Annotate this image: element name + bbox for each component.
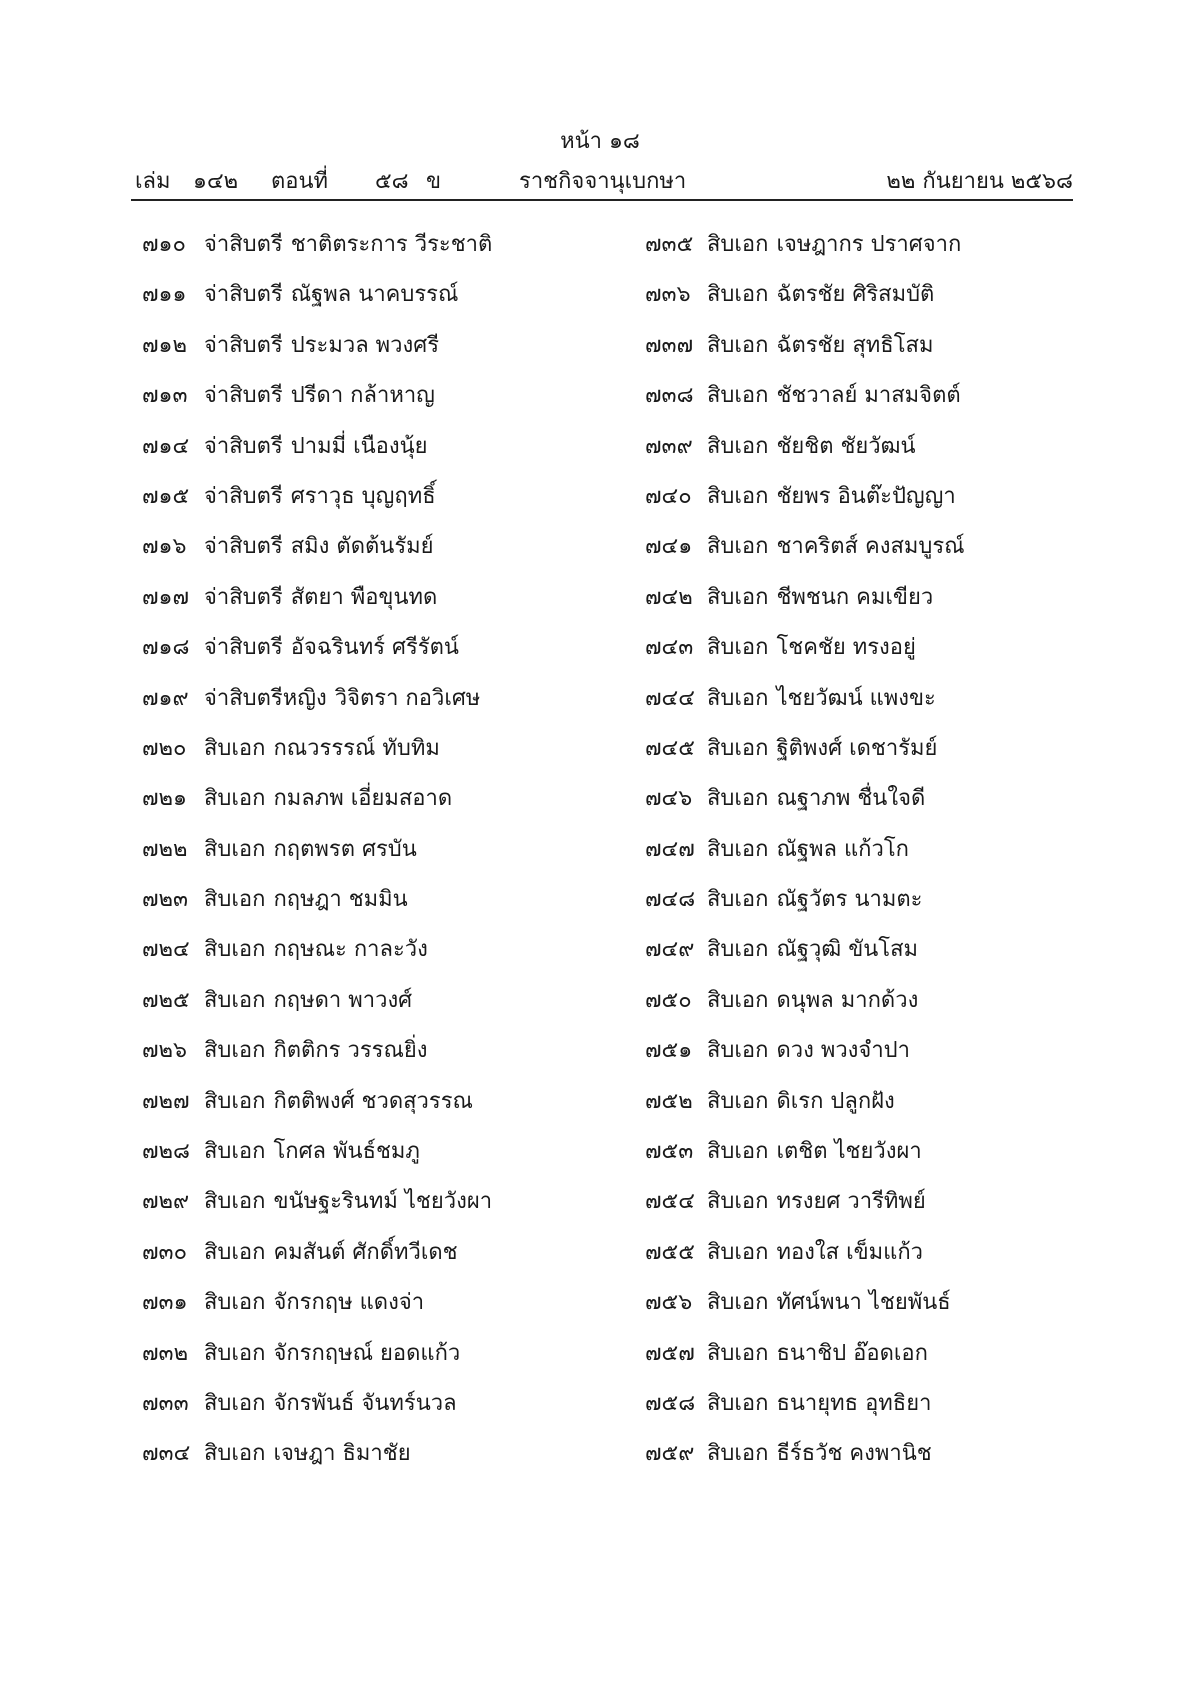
entry-rank: สิบเอก [707, 1239, 769, 1265]
entry-number: ๗๑๙ [142, 685, 189, 711]
entry-name: กฤษณะ กาละวัง [273, 937, 428, 963]
entry-name: ธนายุทธ อุทธิยา [776, 1390, 932, 1416]
entry-name: ชัยพร อินต๊ะปัญญา [776, 483, 956, 509]
issue-label: ตอนที่ [271, 169, 329, 194]
entry-name: ชัยชิต ชัยวัฒน์ [776, 433, 916, 459]
entry-number: ๗๔๐ [645, 483, 692, 509]
entry-number: ๗๔๒ [645, 584, 693, 610]
entry-name: ขนัษฐะรินทม์ ไชยวังผา [273, 1189, 493, 1215]
entry-rank: สิบเอก [204, 1239, 266, 1265]
entry-number: ๗๑๗ [142, 584, 190, 610]
entry-rank: จ่าสิบตรี [204, 282, 283, 308]
entry-number: ๗๒๓ [142, 887, 189, 913]
entry-name: กิตติพงศ์ ชวดสุวรรณ [273, 1088, 473, 1114]
entry-rank: สิบเอก [707, 635, 769, 661]
entry-rank: สิบเอก [707, 433, 769, 459]
entry-rank: สิบเอก [707, 332, 769, 358]
entry-rank: สิบเอก [204, 735, 266, 761]
entry-name: กฤษฎา ชมมิน [273, 887, 408, 913]
entry-name: ศราวุธ บุญฤทธิ์ [290, 483, 436, 509]
entry-name: โชคชัย ทรงอยู่ [776, 635, 916, 661]
entry-name: ชัชวาลย์ มาสมจิตต์ [776, 383, 961, 409]
list-item [645, 1286, 1085, 1336]
list-item [645, 430, 1085, 480]
entry-number: ๗๔๙ [645, 937, 695, 963]
list-item [142, 833, 622, 883]
entry-name: โกศล พันธ์ชมภู [273, 1139, 420, 1165]
entry-rank: สิบเอก [707, 1038, 769, 1064]
list-item [645, 833, 1085, 883]
entry-rank: สิบเอก [707, 483, 769, 509]
entry-name: จักรพันธ์ จันทร์นวล [273, 1390, 457, 1416]
entry-rank: จ่าสิบตรีหญิง [204, 685, 327, 711]
entry-rank: สิบเอก [204, 1189, 266, 1215]
entry-rank: จ่าสิบตรี [204, 584, 283, 610]
entry-number: ๗๓๔ [142, 1441, 191, 1467]
entry-rank: สิบเอก [204, 1290, 266, 1316]
entry-name: กมลภพ เอี่ยมสอาด [273, 786, 453, 812]
entry-number: ๗๑๖ [142, 534, 187, 560]
entry-rank: สิบเอก [707, 383, 769, 409]
entry-name: ณัฐพล นาคบรรณ์ [290, 282, 459, 308]
volume-label: เล่ม [135, 169, 171, 194]
entry-rank: สิบเอก [707, 1340, 769, 1366]
list-item [645, 984, 1085, 1034]
section-letter: ข [426, 169, 442, 194]
list-item [142, 530, 622, 580]
list-item [645, 581, 1085, 631]
entry-name: ปรีดา กล้าหาญ [290, 383, 435, 409]
entry-name: อัจฉรินทร์ ศรีรัตน์ [290, 635, 459, 661]
list-item [142, 631, 622, 681]
list-item [142, 732, 622, 782]
list-item [645, 1236, 1085, 1286]
publication-date: ๒๒ กันยายน ๒๕๖๘ [886, 169, 1073, 194]
list-item [645, 682, 1085, 732]
entry-number: ๗๕๔ [645, 1189, 695, 1215]
entry-name: สัตยา พือขุนทด [290, 584, 438, 610]
list-item [645, 631, 1085, 681]
entry-rank: จ่าสิบตรี [204, 232, 283, 257]
list-item [142, 782, 622, 832]
entry-name: ชาคริตส์ คงสมบูรณ์ [776, 534, 965, 560]
list-item [645, 228, 1085, 278]
entry-number: ๗๓๐ [142, 1239, 188, 1265]
entry-name: ฐิติพงศ์ เดชารัมย์ [776, 735, 938, 761]
entry-number: ๗๕๑ [645, 1038, 693, 1064]
list-item [142, 329, 622, 379]
page-number: หน้า ๑๘ [560, 129, 640, 154]
volume-number: ๑๔๒ [193, 169, 239, 194]
list-item [645, 1135, 1085, 1185]
entry-name: กิตติกร วรรณยิ่ง [273, 1038, 428, 1064]
entry-rank: สิบเอก [707, 1189, 769, 1215]
entry-name: วิจิตรา กอวิเศษ [334, 685, 481, 711]
entry-rank: สิบเอก [204, 1340, 266, 1366]
entry-number: ๗๑๘ [142, 635, 190, 661]
list-item [142, 480, 622, 530]
list-item [142, 1034, 622, 1084]
entry-name: ชาติตระการ วีระชาติ [290, 232, 493, 257]
entry-name: ณัฐวุฒิ ขันโสม [776, 937, 919, 963]
list-item [645, 379, 1085, 429]
entry-rank: สิบเอก [204, 836, 266, 862]
entry-number: ๗๓๙ [645, 433, 693, 459]
entry-name: จักรกฤษณ์ ยอดแก้ว [273, 1340, 461, 1366]
entry-rank: สิบเอก [707, 1441, 769, 1467]
entry-number: ๗๒๑ [142, 786, 188, 812]
entry-number: ๗๑๓ [142, 383, 188, 409]
entry-number: ๗๔๖ [645, 786, 693, 812]
entry-number: ๗๒๘ [142, 1139, 191, 1165]
entry-rank: สิบเอก [707, 836, 769, 862]
entry-name: คมสันต์ ศักดิ์ทวีเดช [273, 1239, 458, 1265]
entry-rank: จ่าสิบตรี [204, 483, 283, 509]
list-item [645, 278, 1085, 328]
list-item [645, 530, 1085, 580]
entry-name: กฤตพรต ศรบัน [273, 836, 417, 862]
entry-name: ดนุพล มากด้วง [776, 987, 919, 1013]
entry-rank: จ่าสิบตรี [204, 433, 283, 459]
list-item [645, 1085, 1085, 1135]
entry-number: ๗๕๖ [645, 1290, 693, 1316]
list-item [142, 1286, 622, 1336]
entry-name: ไชยวัฒน์ แพงขะ [776, 685, 936, 711]
entry-rank: สิบเอก [204, 1088, 266, 1114]
entry-name: ณัฐวัตร นามตะ [776, 887, 923, 913]
entry-rank: สิบเอก [204, 786, 266, 812]
entry-name: ธีร์ธวัช คงพานิช [776, 1441, 932, 1467]
list-item [142, 1387, 622, 1437]
entry-rank: สิบเอก [707, 282, 769, 308]
entry-name: กณวรรรณ์ ทับทิม [273, 735, 440, 761]
entry-rank: สิบเอก [707, 937, 769, 963]
document-header [135, 166, 1073, 198]
entry-name: ดวง พวงจำปา [776, 1038, 910, 1064]
entry-number: ๗๕๐ [645, 987, 692, 1013]
entry-rank: สิบเอก [204, 987, 266, 1013]
entry-number: ๗๔๔ [645, 685, 695, 711]
list-item [142, 1337, 622, 1387]
entry-number: ๗๓๑ [142, 1290, 188, 1316]
entry-rank: สิบเอก [204, 1139, 266, 1165]
entry-number: ๗๔๘ [645, 887, 696, 913]
list-item [645, 480, 1085, 530]
list-item [645, 933, 1085, 983]
list-item [142, 933, 622, 983]
list-item [645, 1387, 1085, 1437]
list-item [645, 782, 1085, 832]
entry-rank: สิบเอก [707, 1290, 769, 1316]
entry-number: ๗๓๗ [645, 332, 694, 358]
entry-name: ธนาชิป อ๊อดเอก [776, 1340, 928, 1366]
entry-number: ๗๑๐ [142, 232, 186, 257]
entry-number: ๗๕๙ [645, 1441, 695, 1467]
entry-number: ๗๓๕ [645, 232, 694, 257]
entry-rank: สิบเอก [707, 987, 769, 1013]
entry-rank: สิบเอก [707, 887, 769, 913]
entry-name: ปามมี่ เนืองนุ้ย [290, 433, 428, 459]
list-item [142, 1185, 622, 1235]
entry-name: เตชิต ไชยวังผา [776, 1139, 922, 1165]
name-list-right [645, 228, 1085, 1488]
entry-rank: สิบเอก [204, 1038, 266, 1064]
entry-number: ๗๑๒ [142, 332, 188, 358]
entry-name: ณัฐพล แก้วโก [776, 836, 909, 862]
list-item [142, 883, 622, 933]
entry-number: ๗๔๑ [645, 534, 693, 560]
entry-number: ๗๓๖ [645, 282, 691, 308]
entry-number: ๗๒๒ [142, 836, 188, 862]
entry-number: ๗๔๕ [645, 735, 695, 761]
entry-rank: สิบเอก [707, 534, 769, 560]
entry-number: ๗๒๖ [142, 1038, 188, 1064]
list-item [142, 1236, 622, 1286]
entry-rank: จ่าสิบตรี [204, 534, 283, 560]
entry-rank: สิบเอก [204, 1441, 266, 1467]
entry-number: ๗๓๒ [142, 1340, 189, 1366]
entry-name: กฤษดา พาวงศ์ [273, 987, 413, 1013]
entry-name: เจษฎา ธิมาชัย [273, 1441, 411, 1467]
list-item [645, 1337, 1085, 1387]
list-item [645, 1437, 1085, 1487]
entry-name: ทรงยศ วารีทิพย์ [776, 1189, 926, 1215]
entry-number: ๗๕๓ [645, 1139, 694, 1165]
entry-number: ๗๒๐ [142, 735, 187, 761]
entry-number: ๗๓๓ [142, 1390, 189, 1416]
entry-name: ชีพชนก คมเขียว [776, 584, 934, 610]
journal-title: ราชกิจจานุเบกษา [519, 169, 687, 194]
entry-number: ๗๒๗ [142, 1088, 190, 1114]
list-item [645, 883, 1085, 933]
list-item [142, 430, 622, 480]
entry-number: ๗๑๔ [142, 433, 190, 459]
entry-rank: จ่าสิบตรี [204, 383, 283, 409]
entry-rank: สิบเอก [707, 1139, 769, 1165]
entry-rank: สิบเอก [204, 937, 266, 963]
entry-number: ๗๕๘ [645, 1390, 696, 1416]
name-list-left [142, 228, 622, 1488]
entry-name: ดิเรก ปลูกฝัง [776, 1088, 895, 1114]
entry-rank: สิบเอก [707, 685, 769, 711]
entry-number: ๗๒๕ [142, 987, 190, 1013]
entry-number: ๗๓๘ [645, 383, 694, 409]
entry-name: จักรกฤษ แดงจ่า [273, 1290, 425, 1316]
entry-number: ๗๕๕ [645, 1239, 695, 1265]
entry-name: เจษฎากร ปราศจาก [776, 232, 962, 257]
entry-name: ฉัตรชัย สุทธิโสม [776, 332, 934, 358]
entry-number: ๗๕๒ [645, 1088, 693, 1114]
header-divider [131, 199, 1073, 201]
entry-name: ทัศน์พนา ไชยพันธ์ [776, 1290, 951, 1316]
list-item [142, 1437, 622, 1487]
list-item [142, 379, 622, 429]
entry-name: ทองใส เข็มแก้ว [776, 1239, 923, 1265]
entry-number: ๗๑๕ [142, 483, 190, 509]
entry-rank: จ่าสิบตรี [204, 332, 283, 358]
entry-rank: สิบเอก [707, 1088, 769, 1114]
list-item [142, 278, 622, 328]
list-item [645, 1034, 1085, 1084]
list-item [142, 984, 622, 1034]
entry-rank: สิบเอก [204, 1390, 266, 1416]
entry-number: ๗๕๗ [645, 1340, 695, 1366]
list-item [142, 1135, 622, 1185]
entry-name: ประมวล พวงศรี [290, 332, 440, 358]
entry-rank: สิบเอก [707, 735, 769, 761]
entry-name: ณฐาภพ ชื่นใจดี [776, 786, 926, 812]
entry-number: ๗๑๑ [142, 282, 187, 308]
entry-number: ๗๒๔ [142, 937, 190, 963]
list-item [142, 228, 622, 278]
entry-rank: สิบเอก [204, 887, 266, 913]
list-item [645, 732, 1085, 782]
entry-name: ฉัตรชัย ศิริสมบัติ [776, 282, 935, 308]
entry-rank: สิบเอก [707, 786, 769, 812]
list-item [142, 682, 622, 732]
entry-rank: จ่าสิบตรี [204, 635, 283, 661]
issue-number: ๕๘ [375, 169, 409, 194]
list-item [645, 329, 1085, 379]
list-item [142, 581, 622, 631]
entry-number: ๗๔๗ [645, 836, 695, 862]
entry-rank: สิบเอก [707, 1390, 769, 1416]
entry-rank: สิบเอก [707, 232, 769, 257]
entry-number: ๗๒๙ [142, 1189, 190, 1215]
entry-number: ๗๔๓ [645, 635, 694, 661]
entry-name: สมิง ตัดต้นรัมย์ [290, 534, 434, 560]
entry-rank: สิบเอก [707, 584, 769, 610]
list-item [645, 1185, 1085, 1235]
list-item [142, 1085, 622, 1135]
